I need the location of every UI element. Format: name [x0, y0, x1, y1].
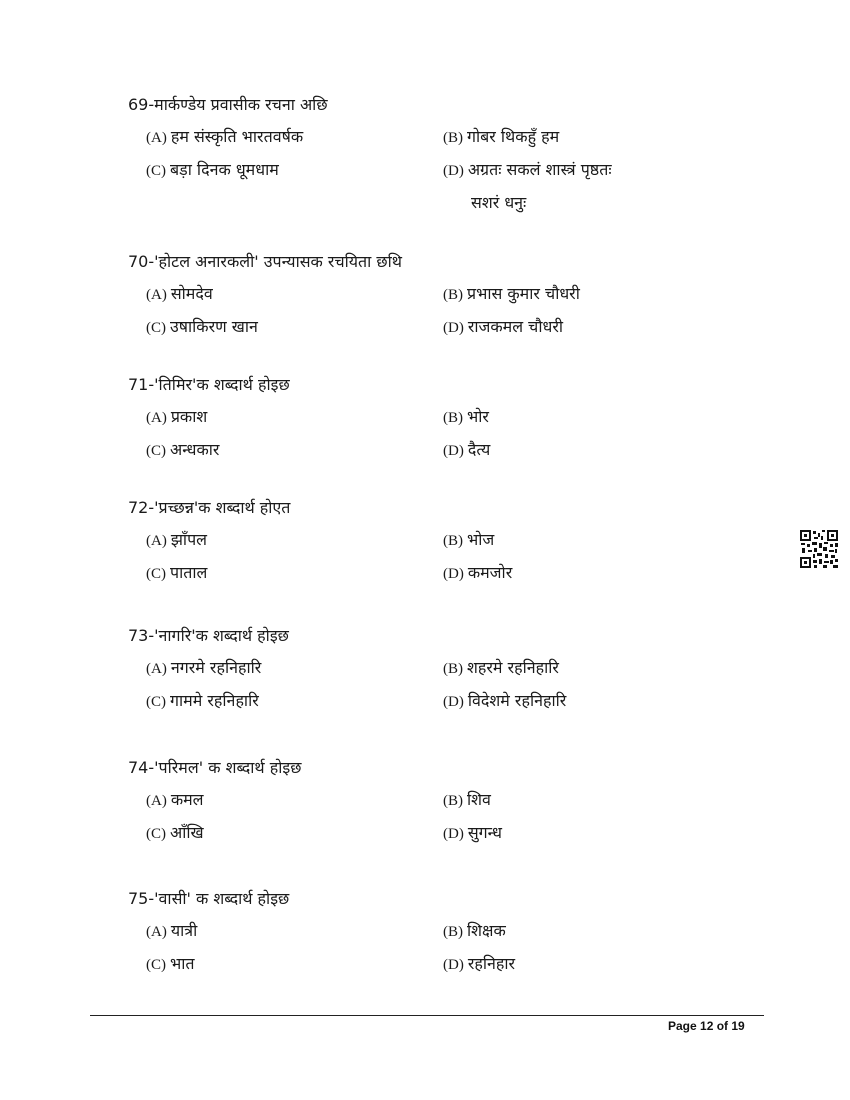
option-d: (D) सुगन्ध	[443, 823, 502, 842]
option-row	[128, 680, 748, 713]
question-title: 69-मार्कण्डेय प्रवासीक रचना अछि	[128, 95, 328, 114]
option-d: (D) रहनिहार	[443, 954, 516, 973]
option-row	[128, 519, 748, 552]
option-d: (D) विदेशमे रहनिहारि	[443, 691, 567, 710]
option-b: (B) भोज	[443, 530, 495, 549]
option-b: (B) भोर	[443, 407, 489, 426]
option-row	[128, 182, 748, 215]
option-a: (A) सोमदेव	[146, 284, 213, 303]
option-row	[128, 647, 748, 680]
option-c: (C) अन्धकार	[146, 440, 220, 459]
option-c: (C) गाममे रहनिहारि	[146, 691, 259, 710]
option-row	[128, 943, 748, 976]
option-b: (B) शहरमे रहनिहारि	[443, 658, 559, 677]
question-75	[128, 888, 748, 976]
option-c: (C) आँखि	[146, 823, 204, 842]
option-row	[128, 779, 748, 812]
option-d: (D) कमजोर	[443, 563, 513, 582]
option-row	[128, 396, 748, 429]
option-d: (D) राजकमल चौधरी	[443, 317, 564, 336]
question-74	[128, 757, 748, 845]
option-d: (D) दैत्य	[443, 440, 491, 459]
question-72	[128, 497, 748, 585]
qr-code-icon	[799, 529, 839, 569]
option-row	[128, 910, 748, 943]
option-a: (A) झाँपल	[146, 530, 208, 549]
question-title: 74-'परिमल' क शब्दार्थ होइछ	[128, 758, 302, 777]
option-row	[128, 149, 748, 182]
option-row	[128, 306, 748, 339]
question-title: 72-'प्रच्छन्न'क शब्दार्थ होएत	[128, 498, 291, 517]
option-c: (C) उषाकिरण खान	[146, 317, 258, 336]
option-row	[128, 812, 748, 845]
option-a: (A) नगरमे रहनिहारि	[146, 658, 262, 677]
footer-divider	[90, 1015, 764, 1016]
option-c: (C) भात	[146, 954, 195, 973]
option-a: (A) हम संस्कृति भारतवर्षक	[146, 127, 304, 146]
option-row	[128, 116, 748, 149]
page-number: Page 12 of 19	[668, 1019, 745, 1033]
option-b: (B) गोबर थिकहुँ हम	[443, 127, 560, 146]
option-b: (B) प्रभास कुमार चौधरी	[443, 284, 580, 303]
option-a: (A) कमल	[146, 790, 204, 809]
option-c: (C) बड़ा दिनक धूमधाम	[146, 160, 279, 179]
question-71	[128, 374, 748, 462]
option-a: (A) प्रकाश	[146, 407, 208, 426]
option-a: (A) यात्री	[146, 921, 198, 940]
question-70	[128, 251, 748, 339]
question-title: 71-'तिमिर'क शब्दार्थ होइछ	[128, 375, 290, 394]
option-d: (D) अग्रतः सकलं शास्त्रं पृष्ठतः	[443, 160, 612, 179]
question-title: 70-'होटल अनारकली' उपन्यासक रचयिता छथि	[128, 252, 402, 271]
question-69	[128, 94, 748, 215]
option-d-continuation: सशरं धनुः	[471, 193, 527, 212]
option-row	[128, 273, 748, 306]
option-b: (B) शिव	[443, 790, 491, 809]
question-title: 73-'नागरि'क शब्दार्थ होइछ	[128, 626, 289, 645]
option-row	[128, 552, 748, 585]
question-title: 75-'वासी' क शब्दार्थ होइछ	[128, 889, 290, 908]
option-c: (C) पाताल	[146, 563, 208, 582]
question-73	[128, 625, 748, 713]
option-b: (B) शिक्षक	[443, 921, 506, 940]
option-row	[128, 429, 748, 462]
